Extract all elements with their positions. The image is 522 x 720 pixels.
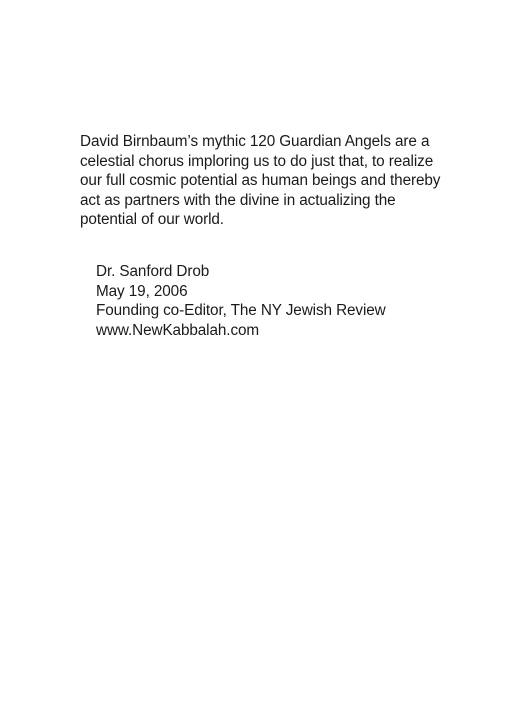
quote-paragraph: [80, 132, 440, 230]
author-title: Founding co-Editor, The NY Jewish Review: [96, 302, 386, 319]
quote-line: act as partners with the divine in actualizing the: [80, 191, 396, 209]
quote-line: potential of our world.: [80, 211, 224, 228]
quote-line: celestial chorus imploring us to do just that, to realize: [80, 152, 434, 170]
author-name: Dr. Sanford Drob: [96, 263, 210, 280]
quote-line: David Birnbaum’s mythic 120 Guardian Angels are a: [80, 133, 430, 150]
author-website: www.NewKabbalah.com: [96, 321, 260, 339]
signature-date: May 19, 2006: [96, 282, 188, 300]
quote-line: our full cosmic potential as human beings and thereby: [80, 172, 441, 189]
signature-block: [96, 262, 456, 340]
